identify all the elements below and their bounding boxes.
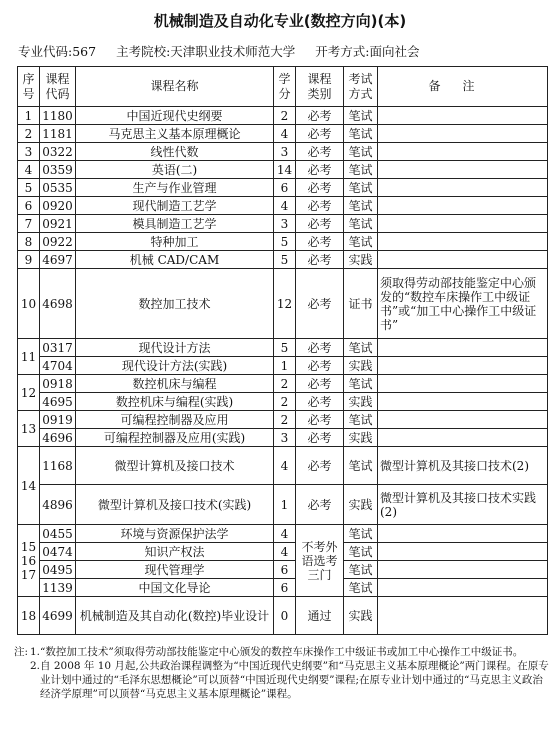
table-cell: 现代设计方法(实践) [76, 357, 274, 375]
table-cell: 0922 [40, 233, 76, 251]
table-cell: 0455 [40, 525, 76, 543]
table-cell: 实践 [344, 485, 378, 525]
table-cell: 马克思主义基本原理概论 [76, 125, 274, 143]
table-cell: 可编程控制器及应用(实践) [76, 429, 274, 447]
table-cell: 必考 [296, 393, 344, 411]
table-cell [378, 393, 548, 411]
table-cell: 实践 [344, 393, 378, 411]
table-cell: 0920 [40, 197, 76, 215]
footnote-1: 注: 1. “数控加工技术”须取得劳动部技能鉴定中心颁发的数控车床操作工中级证书或加工中心操作工中级证书。 [14, 646, 524, 658]
table-cell: 3 [274, 143, 296, 161]
table-row [18, 411, 548, 429]
table-cell: 微型计算机及接口技术 [76, 447, 274, 485]
table-cell: 笔试 [344, 179, 378, 197]
table-cell: 笔试 [344, 447, 378, 485]
table-cell: 必考 [296, 233, 344, 251]
table-cell: 必考 [296, 143, 344, 161]
table-cell: 数控机床与编程 [76, 375, 274, 393]
table-cell: 4697 [40, 251, 76, 269]
table-cell: 4 [18, 161, 40, 179]
table-cell: 0317 [40, 339, 76, 357]
table-cell: 必考 [296, 107, 344, 125]
table-cell: 特种加工 [76, 233, 274, 251]
table-cell: 3 [274, 215, 296, 233]
table-cell: 0359 [40, 161, 76, 179]
table-row [18, 375, 548, 393]
table-cell: 实践 [344, 251, 378, 269]
table-cell: 笔试 [344, 215, 378, 233]
table-cell [378, 143, 548, 161]
table-cell: 笔试 [344, 125, 378, 143]
table-row [18, 161, 548, 179]
table-cell: 4896 [40, 485, 76, 525]
table-row [18, 579, 548, 597]
table-cell: 现代设计方法 [76, 339, 274, 357]
table-cell: 11 [18, 339, 40, 375]
table-row [18, 429, 548, 447]
table-cell: 必考 [296, 447, 344, 485]
table-cell: 现代制造工艺学 [76, 197, 274, 215]
elective-note: 不考外语选考三门 [296, 525, 344, 597]
table-cell [378, 579, 548, 597]
table-cell: 必考 [296, 251, 344, 269]
table-cell: 微型计算机及其接口技术实践(2) [378, 485, 548, 525]
table-cell: 笔试 [344, 339, 378, 357]
table-row [18, 179, 548, 197]
table-cell: 10 [18, 269, 40, 339]
table-cell [378, 357, 548, 375]
table-cell [378, 251, 548, 269]
table-cell: 3 [274, 429, 296, 447]
table-cell: 2 [274, 411, 296, 429]
table-row [18, 125, 548, 143]
table-cell: 2 [274, 375, 296, 393]
table-row [18, 485, 548, 525]
table-cell: 0474 [40, 543, 76, 561]
header-code: 课程 代码 [40, 67, 76, 107]
course-table [17, 66, 548, 635]
table-cell: 必考 [296, 429, 344, 447]
table-cell [378, 429, 548, 447]
table-cell: 14 [274, 161, 296, 179]
table-cell [378, 525, 548, 543]
table-cell: 通过 [296, 597, 344, 635]
table-cell: 实践 [344, 597, 378, 635]
table-cell: 笔试 [344, 197, 378, 215]
table-cell: 6 [274, 179, 296, 197]
table-cell: 必考 [296, 339, 344, 357]
table-cell: 环境与资源保护法学 [76, 525, 274, 543]
table-cell: 必考 [296, 269, 344, 339]
table-cell: 6 [274, 561, 296, 579]
table-cell: 英语(二) [76, 161, 274, 179]
table-cell: 笔试 [344, 561, 378, 579]
table-row [18, 107, 548, 125]
table-cell: 5 [274, 233, 296, 251]
table-cell: 可编程控制器及应用 [76, 411, 274, 429]
header-remark: 备注 [378, 67, 548, 107]
table-cell: 1 [18, 107, 40, 125]
table-cell: 18 [18, 597, 40, 635]
table-cell: 必考 [296, 485, 344, 525]
table-cell: 6 [274, 579, 296, 597]
table-cell: 证书 [344, 269, 378, 339]
table-cell: 1180 [40, 107, 76, 125]
table-cell: 4 [274, 447, 296, 485]
program-code: 专业代码:567 [18, 44, 97, 59]
table-row [18, 143, 548, 161]
table-cell: 必考 [296, 215, 344, 233]
table-cell: 中国文化导论 [76, 579, 274, 597]
table-cell: 15 16 17 [18, 525, 40, 597]
table-cell: 2 [18, 125, 40, 143]
table-cell: 0 [274, 597, 296, 635]
table-cell: 1139 [40, 579, 76, 597]
table-cell: 3 [18, 143, 40, 161]
table-cell: 12 [274, 269, 296, 339]
table-row [18, 597, 548, 635]
table-row [18, 233, 548, 251]
table-row [18, 339, 548, 357]
table-cell: 笔试 [344, 411, 378, 429]
table-cell: 实践 [344, 357, 378, 375]
table-cell [378, 125, 548, 143]
table-cell [378, 107, 548, 125]
program-meta [18, 42, 435, 60]
table-cell: 笔试 [344, 161, 378, 179]
table-cell: 必考 [296, 375, 344, 393]
exam-mode: 开考方式:面向社会 [315, 44, 420, 59]
table-cell: 必考 [296, 357, 344, 375]
header-exam: 考试 方式 [344, 67, 378, 107]
table-row [18, 543, 548, 561]
table-cell [378, 543, 548, 561]
table-cell: 0921 [40, 215, 76, 233]
header-seq: 序 号 [18, 67, 40, 107]
exam-school: 主考院校:天津职业技术师范大学 [116, 44, 296, 59]
table-cell: 4695 [40, 393, 76, 411]
table-cell [378, 161, 548, 179]
table-cell: 0535 [40, 179, 76, 197]
table-cell [378, 411, 548, 429]
table-cell: 4 [274, 525, 296, 543]
footnote-2: 2. 自 2008 年 10 月起,公共政治课程调整为“中国近现代史纲要”和“马克思主义基本原理概论”两门课程。在原专业计划中通过的“毛泽东思想概论”可以顶替“中国近现代史纲要”课程;在原专业计划中通过的“马克思主义政治经济学原理”可以顶替“马克思主义基本原理概论”课程。 [30, 660, 549, 700]
table-cell: 1 [274, 485, 296, 525]
table-cell: 1181 [40, 125, 76, 143]
table-cell: 4699 [40, 597, 76, 635]
table-cell: 线性代数 [76, 143, 274, 161]
table-cell: 1168 [40, 447, 76, 485]
table-cell: 笔试 [344, 579, 378, 597]
table-cell: 必考 [296, 411, 344, 429]
table-row [18, 561, 548, 579]
table-cell: 14 [18, 447, 40, 525]
table-cell: 4 [274, 125, 296, 143]
table-cell: 4698 [40, 269, 76, 339]
table-cell: 中国近现代史纲要 [76, 107, 274, 125]
table-cell: 4 [274, 197, 296, 215]
table-row [18, 251, 548, 269]
table-cell [378, 197, 548, 215]
table-cell: 笔试 [344, 233, 378, 251]
header-credit: 学 分 [274, 67, 296, 107]
table-cell: 1 [274, 357, 296, 375]
table-cell: 0322 [40, 143, 76, 161]
table-cell: 12 [18, 375, 40, 411]
table-cell: 8 [18, 233, 40, 251]
table-row [18, 525, 548, 543]
table-cell: 生产与作业管理 [76, 179, 274, 197]
table-cell: 实践 [344, 429, 378, 447]
table-cell [378, 339, 548, 357]
table-cell: 4 [274, 543, 296, 561]
table-cell: 模具制造工艺学 [76, 215, 274, 233]
table-cell: 0918 [40, 375, 76, 393]
table-cell: 笔试 [344, 543, 378, 561]
table-cell [378, 233, 548, 251]
table-cell: 机械制造及其自动化(数控)毕业设计 [76, 597, 274, 635]
table-cell: 数控机床与编程(实践) [76, 393, 274, 411]
table-cell: 7 [18, 215, 40, 233]
table-cell: 微型计算机及接口技术(实践) [76, 485, 274, 525]
table-cell: 必考 [296, 161, 344, 179]
table-cell [378, 375, 548, 393]
table-cell: 数控加工技术 [76, 269, 274, 339]
table-row [18, 393, 548, 411]
table-cell [378, 597, 548, 635]
table-cell [378, 215, 548, 233]
table-cell [378, 179, 548, 197]
header-name: 课程名称 [76, 67, 274, 107]
table-cell: 9 [18, 251, 40, 269]
table-cell: 13 [18, 411, 40, 447]
table-cell: 6 [18, 197, 40, 215]
table-cell: 现代管理学 [76, 561, 274, 579]
table-cell: 微型计算机及其接口技术(2) [378, 447, 548, 485]
table-row [18, 447, 548, 485]
table-cell: 0495 [40, 561, 76, 579]
table-cell: 必考 [296, 179, 344, 197]
footnotes [14, 645, 549, 701]
remark-text: 须取得劳动部技能鉴定中心颁发的“数控车床操作工中级证书”或“加工中心操作工中级证书” [378, 269, 548, 339]
table-header [18, 67, 548, 107]
table-row [18, 215, 548, 233]
table-cell: 必考 [296, 197, 344, 215]
table-cell: 笔试 [344, 375, 378, 393]
table-cell: 5 [18, 179, 40, 197]
table-cell: 笔试 [344, 107, 378, 125]
table-cell: 知识产权法 [76, 543, 274, 561]
table-cell: 4696 [40, 429, 76, 447]
header-category: 课程 类别 [296, 67, 344, 107]
table-row [18, 197, 548, 215]
table-cell: 笔试 [344, 143, 378, 161]
table-row [18, 269, 548, 339]
table-cell: 必考 [296, 125, 344, 143]
table-cell: 5 [274, 339, 296, 357]
table-cell: 笔试 [344, 525, 378, 543]
page-title: 机械制造及自动化专业(数控方向)(本) [153, 12, 407, 30]
table-cell [378, 561, 548, 579]
table-cell: 5 [274, 251, 296, 269]
table-cell: 机械 CAD/CAM [76, 251, 274, 269]
table-cell: 0919 [40, 411, 76, 429]
table-row [18, 357, 548, 375]
table-cell: 4704 [40, 357, 76, 375]
table-cell: 2 [274, 393, 296, 411]
table-cell: 2 [274, 107, 296, 125]
